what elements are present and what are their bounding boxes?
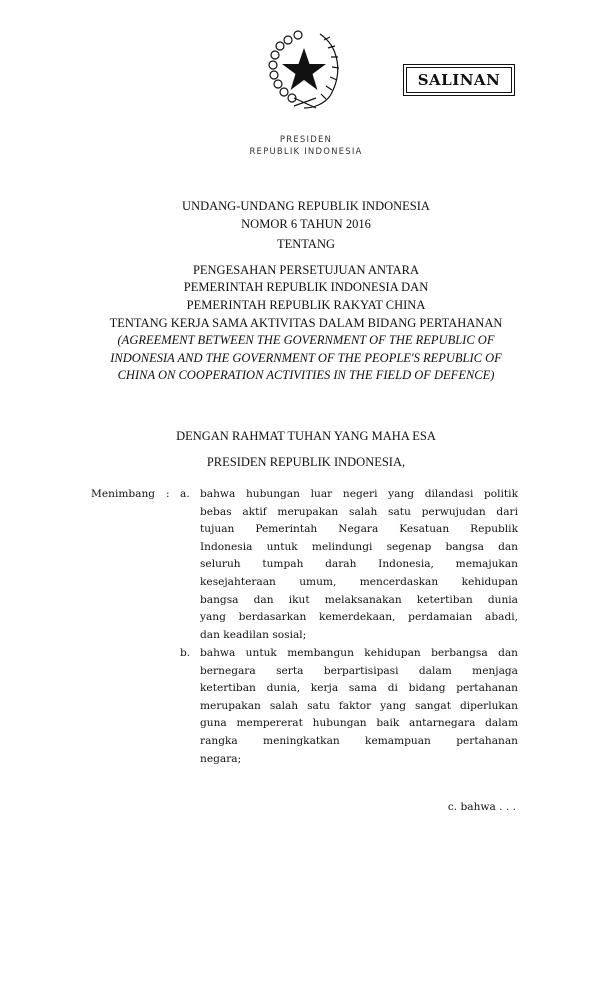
presiden-emblem-icon: [264, 26, 348, 114]
item-marker: b.: [180, 647, 191, 659]
text-line: negara;: [200, 752, 242, 765]
text-line: rangka meningkatkan kemampuan pertahanan: [200, 734, 518, 747]
salinan-stamp: SALINAN: [403, 64, 515, 96]
english-title-line: (AGREEMENT BETWEEN THE GOVERNMENT OF THE REPUBLIC OF: [117, 333, 495, 348]
title-line: NOMOR 6 TAHUN 2016: [241, 216, 371, 231]
text-line: merupakan salah satu faktor yang sangat diperlukan: [200, 699, 518, 712]
text-line: guna mempererat hubungan baik antarnegara dalam: [200, 717, 518, 730]
text-line: ketertiban dunia, kerja sama di bidang pertahanan: [200, 682, 518, 695]
office-line-presiden: PRESIDEN: [279, 135, 333, 145]
text-line: bangsa dan ikut melaksanakan ketertiban dunia: [200, 593, 518, 606]
title-line: TENTANG: [276, 237, 335, 252]
item-marker: a.: [180, 488, 190, 500]
consideration-b: [200, 645, 518, 768]
text-line: bahwa untuk membangun kehidupan berbangsa dan: [200, 647, 518, 659]
title-line: TENTANG KERJA SAMA AKTIVITAS DALAM BIDANG PERTAHANAN: [109, 315, 503, 330]
text-line: bernegara serta berpartisipasi dalam menjaga: [200, 664, 518, 677]
preamble-line: DENGAN RAHMAT TUHAN YANG MAHA ESA: [176, 429, 436, 443]
menimbang-colon: :: [166, 488, 170, 500]
document-title: [60, 198, 552, 385]
text-line: Indonesia untuk melindungi segenap bangsa dan: [200, 540, 518, 553]
text-line: kesejahteraan umum, mencerdaskan kehidupan: [200, 575, 518, 588]
text-line: dan keadilan sosial;: [200, 628, 307, 641]
text-line: tujuan Pemerintah Negara Kesatuan Republik: [200, 523, 518, 536]
preamble-line: PRESIDEN REPUBLIK INDONESIA,: [206, 455, 406, 469]
menimbang-label: Menimbang: [91, 488, 156, 500]
title-line: UNDANG-UNDANG REPUBLIK INDONESIA: [182, 199, 430, 213]
english-title-line: CHINA ON COOPERATION ACTIVITIES IN THE FIELD OF DEFENCE): [117, 368, 495, 383]
text-line: bahwa hubungan luar negeri yang dilandasi politik: [200, 488, 518, 500]
text-line: seluruh tumpah darah Indonesia, memajukan: [200, 558, 518, 571]
title-line: PEMERINTAH REPUBLIK RAKYAT CHINA: [186, 297, 426, 312]
title-line: PENGESAHAN PERSETUJUAN ANTARA: [192, 262, 420, 277]
office-line-republik: REPUBLIK INDONESIA: [249, 147, 363, 157]
consideration-a: [200, 486, 518, 644]
english-title-line: INDONESIA AND THE GOVERNMENT OF THE PEOPLE'S REPUBLIC OF: [110, 350, 502, 365]
continuation-marker: c. bahwa . . .: [447, 801, 516, 813]
title-line: PEMERINTAH REPUBLIK INDONESIA DAN: [183, 280, 429, 295]
text-line: yang berdasarkan kemerdekaan, perdamaian abadi,: [200, 611, 518, 624]
text-line: bebas aktif merupakan salah satu perwujudan dari: [200, 505, 518, 518]
